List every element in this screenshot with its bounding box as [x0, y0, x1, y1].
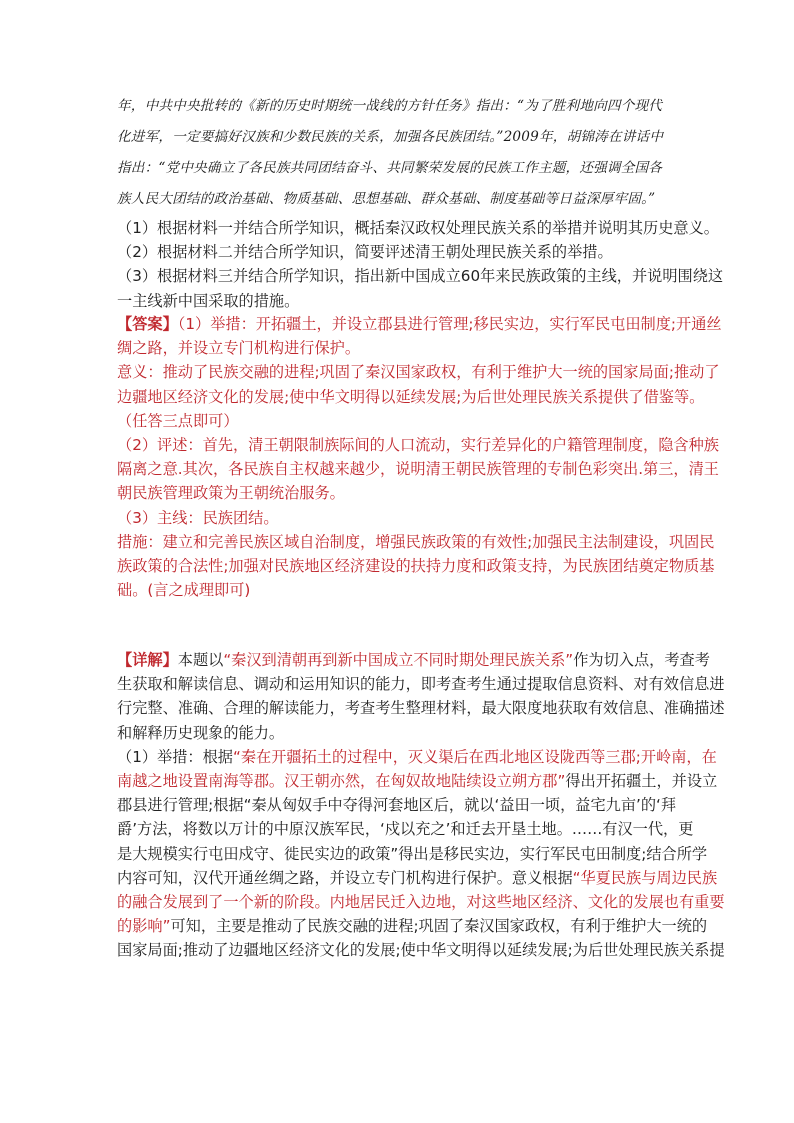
answer-line: 措施：建立和完善民族区域自治制度，增强民族政策的有效性;加强民主法制建设，巩固民: [117, 532, 715, 551]
answer-line: 边疆地区经济文化的发展;使中华文明得以延续发展;为后世处理民族关系提供了借鉴等。: [117, 387, 705, 406]
detail-text: 可知，主要是推动了民族交融的进程;巩固了秦汉国家政权，有利于维护大一统的: [170, 917, 708, 936]
detail-line: [117, 745, 717, 769]
answer-first-line: [117, 312, 722, 336]
answer-line: （2）评述：首先，清王朝限制族际间的人口流动，实行差异化的户籍管理制度，隐含种族: [117, 436, 719, 455]
detail-line: 行完整、准确、合理的解读能力，考查考生整理材料，最大限度地获取有效信息、准确描述: [117, 699, 725, 718]
detail-text: 本题以: [177, 651, 224, 669]
detail-first-line: [117, 648, 710, 672]
detail-line: 爵’方法，将数以万计的中原汉族军民，‘戍以充之’和迁去开垦土地。……有汉一代，更: [117, 820, 694, 839]
material-line: 指出：“党中央确立了各民族共同团结奋斗、共同繁荣发展的民族工作主题，还强调全国各: [117, 160, 663, 176]
detail-label: 【详解】: [117, 651, 178, 669]
detail-line: 郡县进行管理;根据“秦从匈奴手中夺得河套地区后，就以‘益田一顷，益宅九亩’的‘拜: [117, 796, 677, 815]
answer-line: 朝民族管理政策为王朝统治服务。: [117, 484, 345, 503]
answer-line: （任答三点即可）: [117, 411, 239, 430]
detail-line: [117, 866, 718, 890]
detail-line: 的融合发展到了一个新的阶段。内地居民迁入边地，对这些地区经济、文化的发展也有重要: [117, 893, 725, 912]
detail-highlight: “华夏民族与周边民族: [572, 868, 718, 887]
questions: [117, 216, 724, 313]
material-line: 化进军，一定要搞好汉族和少数民族的关系，加强各民族团结。”2009年，胡锦涛在讲话中: [117, 129, 664, 145]
detail-highlight: “秦汉到清朝再到新中国成立不同时期处理民族关系”: [223, 651, 574, 669]
material-line: 年，中共中央批转的《新的历史时期统一战线的方针任务》指出：“为了胜利地向四个现代: [117, 98, 663, 114]
detail-line: 国家局面;推动了边疆地区经济文化的发展;使中华文明得以延续发展;为后世处理民族关系提: [117, 941, 725, 960]
detail-line: 是大规模实行屯田戍守、徙民实边的政策”得出是移民实边，实行军民屯田制度;结合所学: [117, 844, 708, 863]
material-quote: [117, 91, 677, 215]
answer-line: 意义：推动了民族交融的进程;巩固了秦汉国家政权，有利于维护大一统的国家局面;推动了: [117, 363, 720, 382]
answer-line: （3）主线：民族团结。: [117, 508, 279, 527]
detail-section: [117, 648, 725, 963]
answer-line: 绸之路，并设立专门机构进行保护。: [117, 339, 360, 358]
answer-text: （1）举措：开拓疆土，并设立郡县进行管理;移民实边，实行军民屯田制度;开通丝: [177, 315, 722, 333]
answer-label: 【答案】: [117, 315, 178, 333]
answer-line: 隔离之意.其次，各民族自主权越来越少，说明清王朝民族管理的专制色彩突出.第三，清王: [117, 460, 719, 479]
detail-highlight: “秦在开疆拓土的过程中，灭义渠后在西北地区设陇西等三郡;开岭南，在: [232, 747, 717, 766]
detail-text: （1）举措：根据: [117, 747, 233, 766]
question-1: （1）根据材料一并结合所学知识，概括秦汉政权处理民族关系的举措并说明其历史意义。: [117, 219, 719, 237]
detail-line: 和解释历史现象的能力。: [117, 723, 285, 742]
detail-text: 得出开拓疆土，并设立: [565, 772, 718, 791]
detail-line: [117, 914, 708, 938]
detail-line: [117, 769, 718, 793]
detail-highlight: 南越之地设置南海等郡。汉王朝亦然，在匈奴故地陆续设立朔方郡”: [117, 772, 566, 791]
detail-text: 内容可知，汉代开通丝绸之路，并设立专门机构进行保护。意义根据: [117, 868, 573, 887]
detail-text: 作为切入点，考查考: [573, 651, 710, 669]
question-3: （3）根据材料三并结合所学知识，指出新中国成立60年来民族政策的主线，并说明围绕这: [117, 267, 724, 286]
answer-line: 础。(言之成理即可): [117, 581, 251, 600]
detail-line: 生获取和解读信息、调动和运用知识的能力，即考查考生通过提取信息资料、对有效信息进: [117, 675, 725, 694]
question-3-cont: 一主线新中国采取的措施。: [117, 291, 300, 310]
answer-line: 族政策的合法性;加强对民族地区经济建设的扶持力度和政策支持，为民族团结奠定物质基: [117, 557, 715, 576]
answer-section: [117, 312, 722, 602]
question-2: （2）根据材料二并结合所学知识，简要评述清王朝处理民族关系的举措。: [117, 243, 613, 262]
detail-highlight: 的影响”: [117, 917, 171, 936]
material-line: 族人民大团结的政治基础、物质基础、思想基础、群众基础、制度基础等日益深厚牢固。”: [117, 191, 656, 207]
